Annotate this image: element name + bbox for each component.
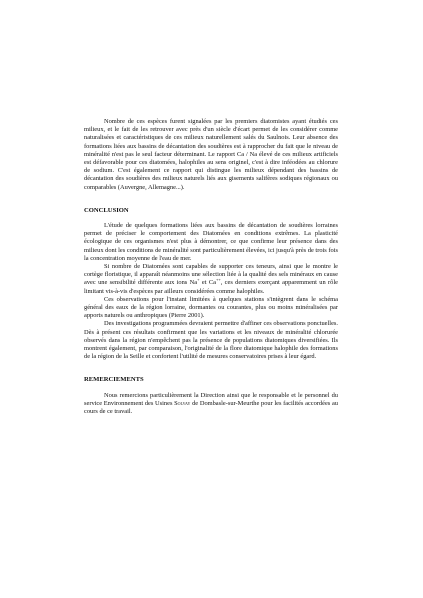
calcium-ion-charge: ++ xyxy=(215,277,221,283)
conclusion-paragraph-2 xyxy=(84,263,338,296)
conclusion-paragraph-3: Ces observations pour l'instant limitées à quelques stations s'intègrent dans le schéma général des eaux de la région lorraine, dormantes ou courantes, plus ou moins minéralisées par apports naturels ou anthropiques (Pierre 2001). xyxy=(84,295,338,320)
remerciements-paragraph xyxy=(84,392,338,417)
conclusion-p2-text-a: Si nombre de Diatomées sont capables de supporter ces teneurs, ainsi que le montre le cortège floristique, il apparaît néanmoins une sélection liée à la qualité des sels minéraux en cause avec une sensibilité différente aux ions Na xyxy=(84,263,338,287)
company-name: Solvay xyxy=(174,399,191,407)
remerciements-heading: REMERCIEMENTS xyxy=(84,376,144,384)
conclusion-p2-text-c: , ces derniers exerçant apparemment un rôle limitant vis-à-vis d'espèces par ailleurs considérées comme halophiles. xyxy=(84,279,338,295)
sodium-ion-charge: + xyxy=(197,277,200,283)
intro-paragraph: Nombre de ces espèces furent signalées par les premiers diatomistes ayant étudiés ces milieux, et le fait de les retrouver avec près d'un siècle d'écart permet de les considérer comme naturalisées et caractéristiques de ces milieux naturellement salés du Saulnois. Leur absence des formations liées aux bassins de décantation des soudières est à rapprocher du fait que le niveau de minéralité n'est pas le seul facteur déterminant. Le rapport Ca / Na élevé de ces milieux artificiels est défavorable pour ces diatomées, halophiles au sens originel, c'est à dire inféodées au chlorure de sodium. C'est également ce rapport qui distingue les milieux dépendant des bassins de décantation des soudières des milieux naturels liés aux gisements salifères sodiques régionaux ou comparables (Auvergne, Allemagne...). xyxy=(84,118,338,191)
conclusion-paragraph-1: L'étude de quelques formations liées aux bassins de décantation de soudières lorraines permet de préciser le comportement des Diatomées en conditions extrêmes. La plasticité écologique de ces organismes n'est plus à démontrer, ce que confirme leur présence dans des milieux dont les conditions de minéralité sont particulièrement élevées, ici jusqu'à près de trois fois la concentration moyenne de l'eau de mer. xyxy=(84,222,338,262)
remerciements-text-a: Nous remercions particulièrement la Direction ainsi que le responsable et le personnel du service Environnement des Usines xyxy=(84,391,338,407)
conclusion-p2-text-b: et Ca xyxy=(199,279,216,287)
conclusion-heading: CONCLUSION xyxy=(84,206,129,214)
remerciements-text-b: de Dombasle-sur-Meurthe pour les facilités accordées au cours de ce travail. xyxy=(84,399,338,416)
conclusion-paragraph-4: Des investigations programmées devraient permettre d'affiner ces observations ponctuelles. Dès à présent ces résultats confirment que les variations et les niveaux de minéralité chlorurée observés dans la région n'empêchent pas la présence de populations diatomiques diversifiées. Ils montrent également, par comparaison, l'originalité de la flore diatomique halophile des formations de la région de la Seille et confortent l'utilité de mesures conservatoires prises à leur égard. xyxy=(84,320,338,361)
